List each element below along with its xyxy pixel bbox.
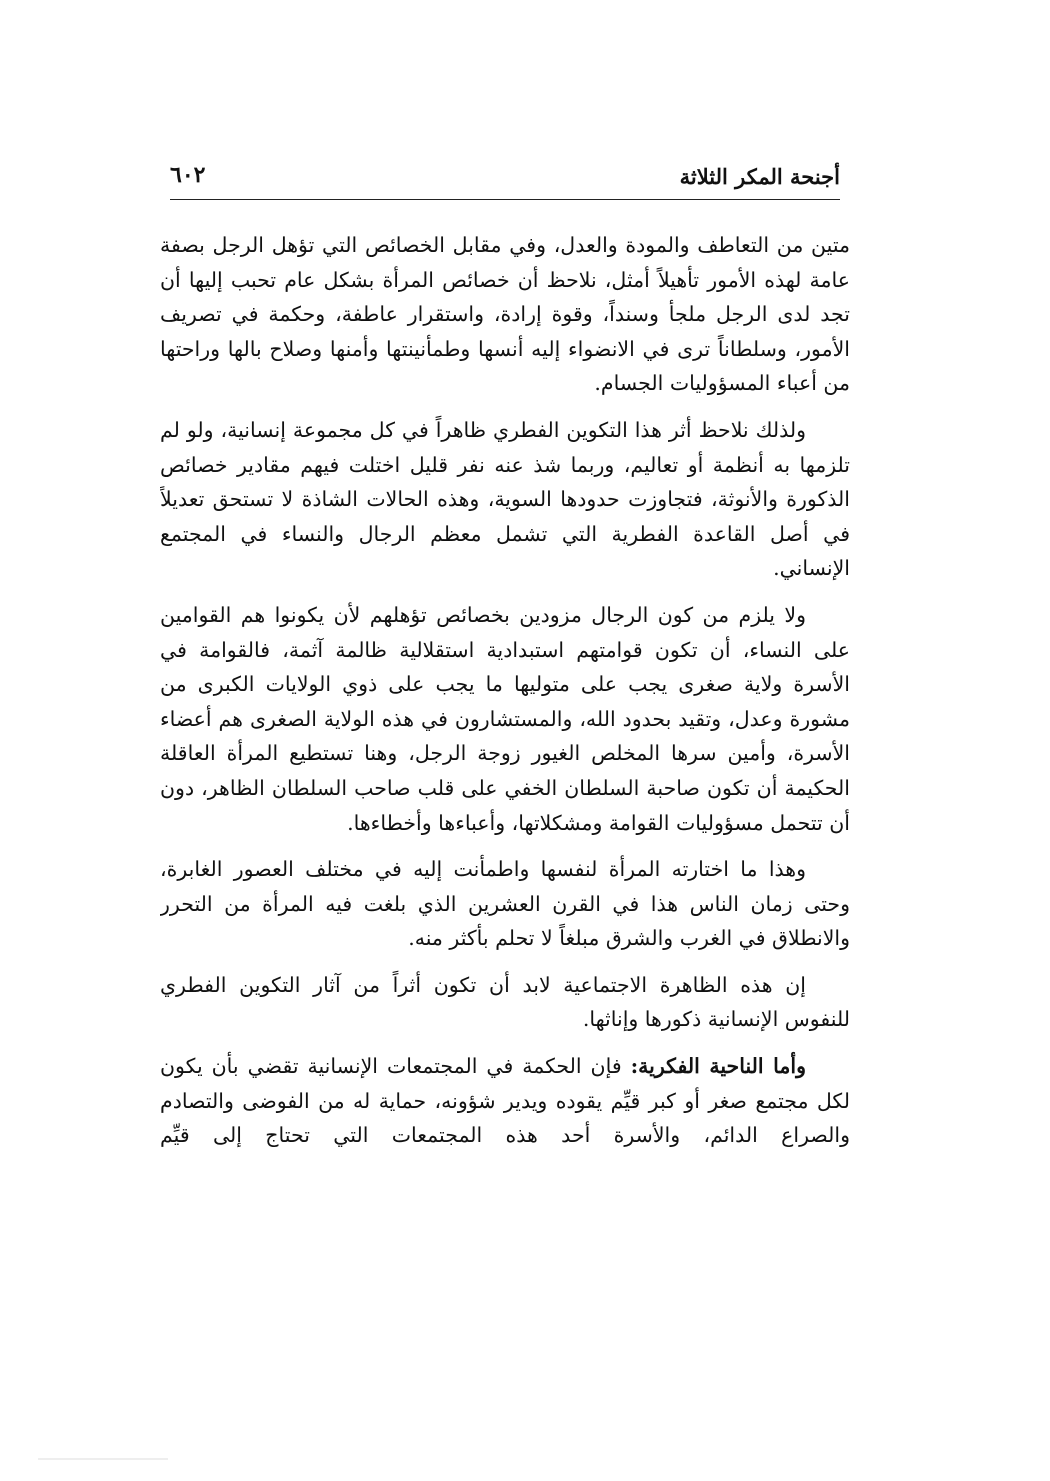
- running-title: أجنحة المكر الثلاثة: [679, 164, 840, 189]
- body-text: [160, 228, 850, 1378]
- section-lead-heading: وأما الناحية الفكرية:: [630, 1054, 806, 1079]
- header-divider: [170, 199, 840, 200]
- scan-artifact: [38, 1458, 168, 1460]
- paragraph-4: وهذا ما اختارته المرأة لنفسها واطمأنت إليه في مختلف العصور الغابرة، وحتى زمان الناس هذا في القرن العشرين الذي بلغت فيه المرأة من التحرر والانطلاق في الغرب والشرق مبلغاً لا تحلم بأكثر منه.: [160, 857, 850, 951]
- paragraph-1: متين من التعاطف والمودة والعدل، وفي مقابل الخصائص التي تؤهل الرجل بصفة عامة لهذه الأمور تأهيلاً أمثل، نلاحظ أن خصائص المرأة بشكل عام تحبب إليها أن تجد لدى الرجل ملجأ وسنداً، وقوة إرادة، واستقرار عاطفة، وحكمة في تصريف الأمور، وسلطاناً ترى في الانضواء إليه أنسها وطمأنينتها وأمنها وصلاح بالها وراحتها من أعباء المسؤوليات الجسام.: [160, 233, 850, 396]
- page-header: [170, 160, 840, 196]
- paragraph-3: ولا يلزم من كون الرجال مزودين بخصائص تؤهلهم لأن يكونوا هم القوامين على النساء، أن تكون قوامتهم استبدادية استقلالية ظالمة آثمة، فالقوامة في الأسرة ولاية صغرى يجب على متوليها ما يجب على ذوي الولايات الكبرى من مشورة وعدل، وتقيد بحدود الله، والمستشارون في هذه الولاية الصغرى هم أعضاء الأسرة، وأمين سرها المخلص الغيور زوجة الرجل، وهنا تستطيع المرأة العاقلة الحكيمة أن تكون صاحبة السلطان الخفي على قلب صاحب السلطان الظاهر، دون أن تتحمل مسؤوليات القوامة ومشكلاتها، وأعباءها وأخطاءها.: [160, 602, 850, 835]
- paragraph-6-text: فإن الحكمة في المجتمعات الإنسانية تقضي بأن يكون لكل مجتمع صغر أو كبر قيِّم يقوده ويدير شؤونه، حماية له من الفوضى والتصادم والصراع الدائم، والأسرة أحد هذه المجتمعات التي تحتاج إلى قيِّم: [160, 1054, 850, 1148]
- paragraph-5: إن هذه الظاهرة الاجتماعية لابد أن تكون أثراً من آثار التكوين الفطري للنفوس الإنسانية ذكورها وإناثها.: [160, 972, 850, 1032]
- page-number: ٦٠٢: [170, 162, 206, 188]
- paragraph-6: [160, 1049, 850, 1153]
- paragraph-2: ولذلك نلاحظ أثر هذا التكوين الفطري ظاهراً في كل مجموعة إنسانية، ولو لم تلزمها به أنظمة أو تعاليم، وربما شذ عنه نفر قليل اختلت فيهم مقادير خصائص الذكورة والأنوثة، فتجاوزت حدودها السوية، وهذه الحالات الشاذة لا تستحق تعديلاً في أصل القاعدة الفطرية التي تشمل معظم الرجال والنساء في المجتمع الإنساني.: [160, 417, 850, 581]
